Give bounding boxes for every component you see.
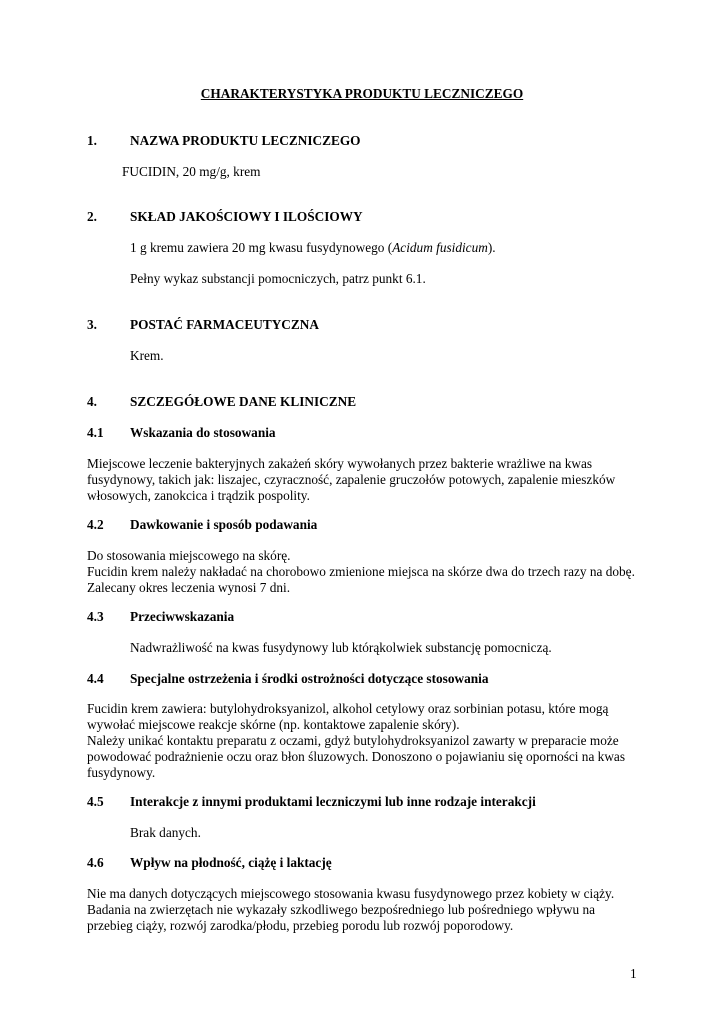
- section-4-1-number: 4.1: [87, 425, 104, 440]
- section-4-4-body: [87, 701, 647, 781]
- paragraph-line: Badania na zwierzętach nie wykazały szkodliwego bezpośredniego lub pośredniego wpływu na: [87, 902, 596, 917]
- excipients-note: Pełny wykaz substancji pomocniczych, patrz punkt 6.1.: [130, 271, 426, 286]
- section-4-6-heading: Wpływ na płodność, ciążę i laktację: [130, 855, 332, 870]
- section-4-3-number: 4.3: [87, 609, 104, 624]
- paragraph-line: fusydynowy, takich jak: liszajec, czyraczność, zapalenie gruczołów potowych, zapalenie mieszków: [87, 472, 616, 487]
- paragraph-line: Fucidin krem należy nakładać na chorobowo zmienione miejsca na skórze dwa do trzech razy na dobę.: [87, 564, 635, 579]
- paragraph-line: Nie ma danych dotyczących miejscowego stosowania kwasu fusydynowego przez kobiety w ciąży.: [87, 886, 615, 901]
- section-4-1-heading: Wskazania do stosowania: [130, 425, 276, 440]
- paragraph-line: włosowych, zanokcica i trądzik pospolity.: [87, 488, 310, 503]
- paragraph-line: fusydynowy.: [87, 765, 156, 780]
- section-2-number: 2.: [87, 209, 97, 224]
- page-number: 1: [630, 966, 637, 981]
- section-4-heading: SZCZEGÓŁOWE DANE KLINICZNE: [130, 394, 357, 409]
- section-4-2-heading: Dawkowanie i sposób podawania: [130, 517, 318, 532]
- composition-text: 1 g kremu zawiera 20 mg kwasu fusydynowego (: [130, 240, 393, 255]
- section-4-2-body: [87, 548, 647, 596]
- product-name: FUCIDIN, 20 mg/g, krem: [122, 164, 261, 179]
- section-4-4-number: 4.4: [87, 671, 104, 686]
- paragraph-line: Fucidin krem zawiera: butylohydroksyanizol, alkohol cetylowy oraz sorbinian potasu, które mogą: [87, 701, 609, 716]
- paragraph-line: Zalecany okres leczenia wynosi 7 dni.: [87, 580, 291, 595]
- section-4-number: 4.: [87, 394, 97, 409]
- section-4-6-body: [87, 886, 647, 934]
- contraindications-text: Nadwrażliwość na kwas fusydynowy lub którąkolwiek substancję pomocniczą.: [130, 640, 552, 655]
- section-4-3-heading: Przeciwwskazania: [130, 609, 235, 624]
- paragraph-line: wywołać miejscowe reakcje skórne (np. kontaktowe zapalenie skóry).: [87, 717, 460, 732]
- document-title: CHARAKTERYSTYKA PRODUKTU LECZNICZEGO: [200, 86, 524, 101]
- section-4-2-number: 4.2: [87, 517, 104, 532]
- section-4-1-body: [87, 456, 647, 504]
- section-1-number: 1.: [87, 133, 97, 148]
- interactions-text: Brak danych.: [130, 825, 201, 840]
- paragraph-line: powodować podrażnienie oczu oraz błon śluzowych. Donoszono o pojawianiu się oporności na kwas: [87, 749, 626, 764]
- composition-text-end: ).: [487, 240, 496, 255]
- paragraph-line: Do stosowania miejscowego na skórę.: [87, 548, 291, 563]
- paragraph-line: przebieg ciąży, rozwój zarodka/płodu, przebieg porodu lub rozwój poporodowy.: [87, 918, 514, 933]
- section-4-5-number: 4.5: [87, 794, 104, 809]
- section-3-heading: POSTAĆ FARMACEUTYCZNA: [130, 317, 319, 332]
- latin-name: Acidum fusidicum: [392, 240, 488, 255]
- pharmaceutical-form: Krem.: [130, 348, 164, 363]
- section-2-heading: SKŁAD JAKOŚCIOWY I ILOŚCIOWY: [130, 209, 363, 224]
- paragraph-line: Miejscowe leczenie bakteryjnych zakażeń skóry wywołanych przez bakterie wrażliwe na kwas: [87, 456, 593, 471]
- section-4-6-number: 4.6: [87, 855, 104, 870]
- composition-line: [130, 240, 496, 256]
- section-3-number: 3.: [87, 317, 97, 332]
- section-4-5-heading: Interakcje z innymi produktami leczniczymi lub inne rodzaje interakcji: [130, 794, 536, 809]
- section-1-heading: NAZWA PRODUKTU LECZNICZEGO: [130, 133, 361, 148]
- section-4-4-heading: Specjalne ostrzeżenia i środki ostrożności dotyczące stosowania: [130, 671, 489, 686]
- paragraph-line: Należy unikać kontaktu preparatu z oczami, gdyż butylohydroksyanizol zawarty w preparacie może: [87, 733, 619, 748]
